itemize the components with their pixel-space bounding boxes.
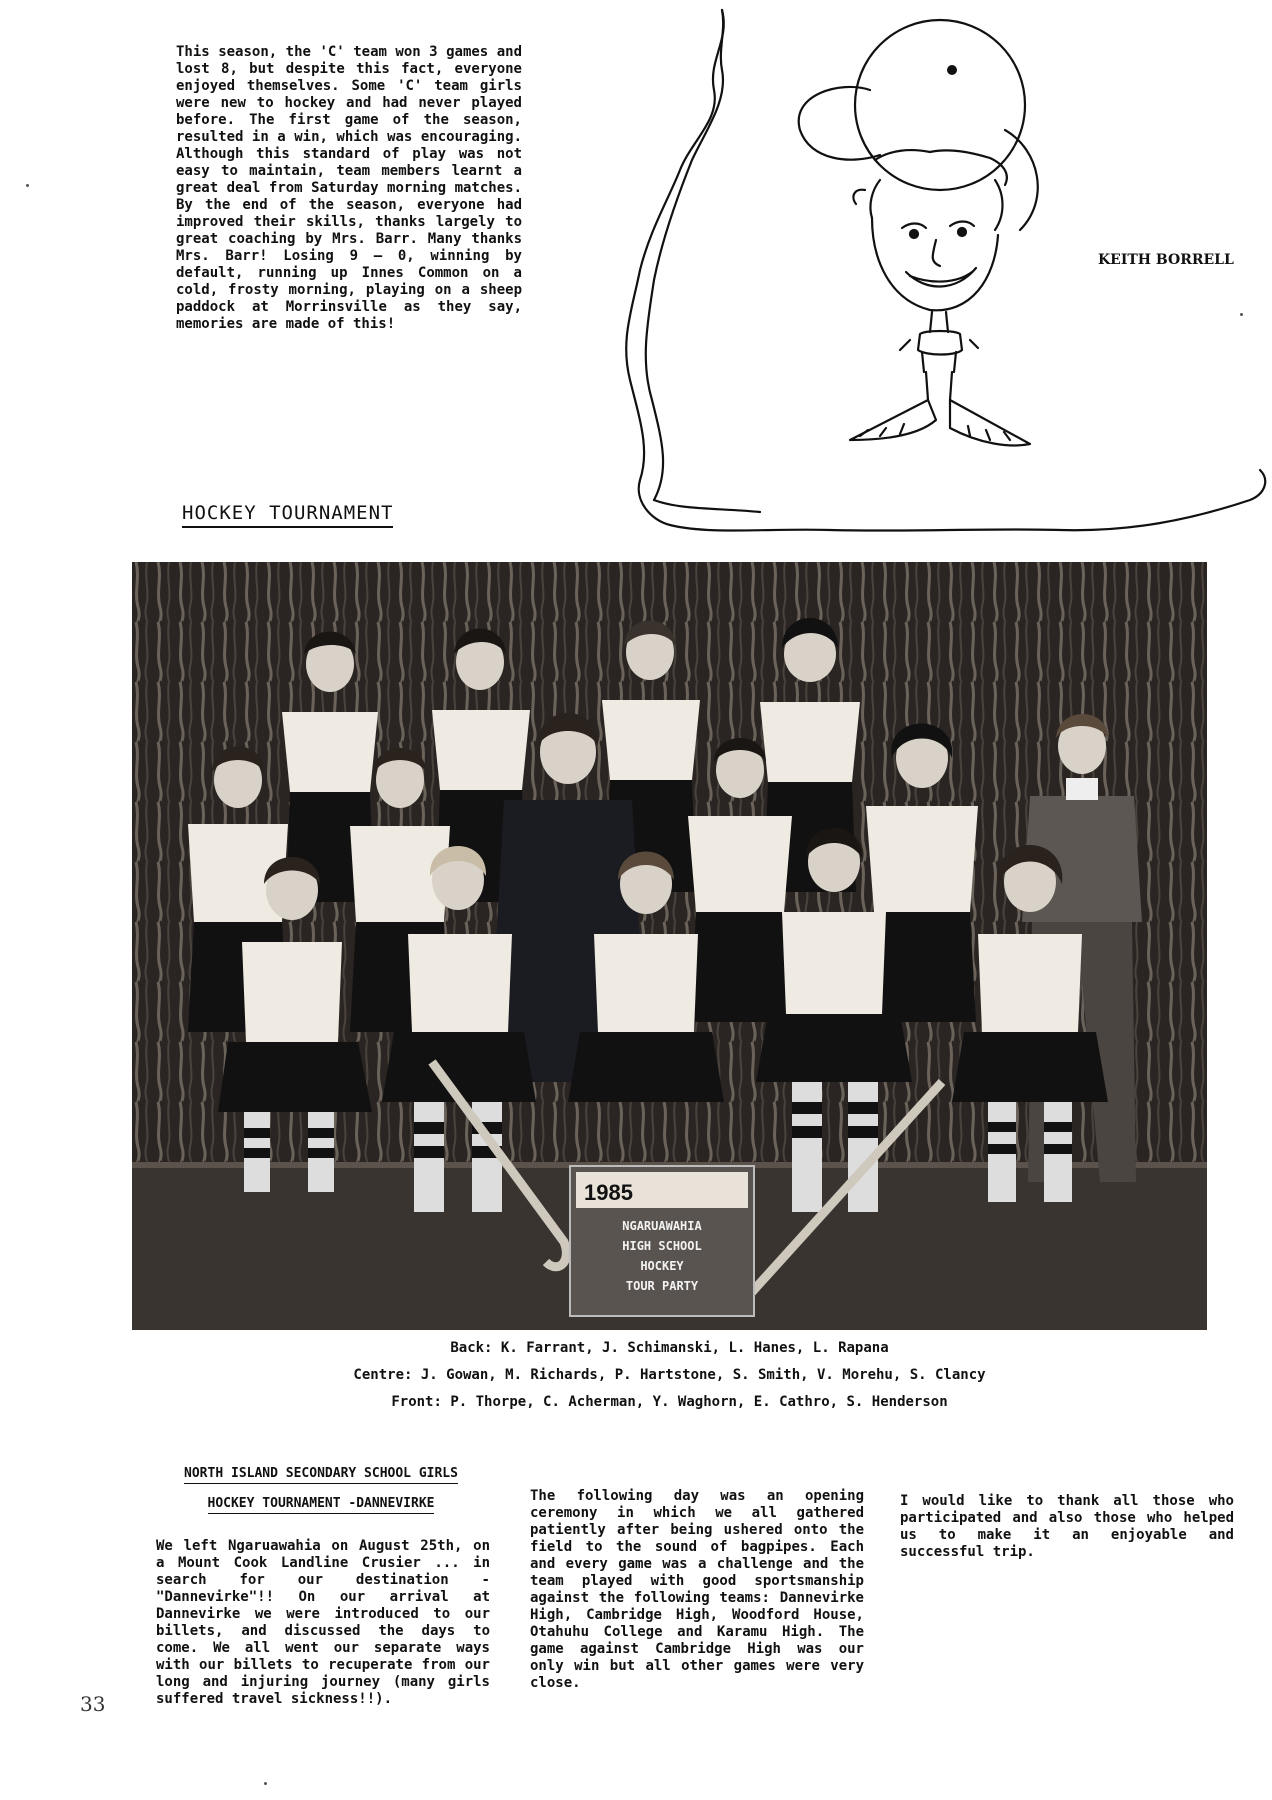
caption-front-row: Front: P. Thorpe, C. Acherman, Y. Waghorn, E. Cathro, S. Henderson: [391, 1394, 948, 1410]
team-photo: [132, 562, 1207, 1330]
caption-centre-row: Centre: J. Gowan, M. Richards, P. Hartstone, S. Smith, V. Morehu, S. Clancy: [353, 1367, 986, 1383]
caricature-label: KEITH BORRELL: [1098, 252, 1234, 268]
caricature-drawing: [610, 0, 1272, 560]
sign-line-3: HOCKEY: [640, 1259, 684, 1273]
sign-line-1: NGARUAWAHIA: [622, 1219, 702, 1233]
sign-line-2: HIGH SCHOOL: [622, 1239, 702, 1253]
sign-year: 1985: [584, 1180, 633, 1205]
team-photo-illustration: [132, 562, 1207, 1330]
article-title-line-2: HOCKEY TOURNAMENT -DANNEVIRKE: [208, 1496, 435, 1514]
article-column-1: We left Ngaruawahia on August 25th, on a Mount Cook Landline Crusier ... in search for our destination - "Dannevirke"!! On our arrival at Dannevirke we were introduced to our billets, and discussed the days to come. We all went our separate ways with our billets to recuperate from our long and injuring journey (many girls suffered travel sickness!!).: [156, 1538, 490, 1707]
intro-paragraph: This season, the 'C' team won 3 games and lost 8, but despite this fact, everyone enjoyed themselves. Some 'C' team girls were new to hockey and had never played before. The first game of the season, resulted in a win, which was encouraging. Although this standard of play was not easy to maintain, team members learnt a great deal from Saturday morning matches. By the end of the season, everyone had improved their skills, thanks largely to great coaching by Mrs. Barr. Many thanks Mrs. Barr! Losing 9 — 0, winning by default, running up Innes Common on a cold, frosty morning, playing on a sheep paddock at Morrinsville as they say, memories are made of this!: [176, 44, 522, 332]
article-column-3: I would like to thank all those who participated and also those who helped us to make it an enjoyable and successful trip.: [900, 1493, 1234, 1560]
caption-back-row: Back: K. Farrant, J. Schimanski, L. Hanes, L. Rapana: [450, 1340, 889, 1356]
scan-speck: [26, 184, 29, 187]
sign-line-4: TOUR PARTY: [625, 1279, 699, 1293]
page-number: 33: [80, 1692, 106, 1716]
article-title: [156, 1466, 486, 1514]
article-title-line-1: NORTH ISLAND SECONDARY SCHOOL GIRLS: [184, 1466, 458, 1484]
scan-speck: [264, 1782, 267, 1785]
article-column-2: The following day was an opening ceremony in which we all gathered patiently after being ushered onto the field to the sound of bagpipes. Each and every game was a challenge and the team played with good sportsmanship against the following teams: Dannevirke High, Cambridge High, Woodford House, Otahuhu College and Karamu High. The game against Cambridge High was our only win but all other games were very close.: [530, 1488, 864, 1691]
section-heading: HOCKEY TOURNAMENT: [182, 502, 393, 528]
scan-speck: [1240, 313, 1243, 316]
